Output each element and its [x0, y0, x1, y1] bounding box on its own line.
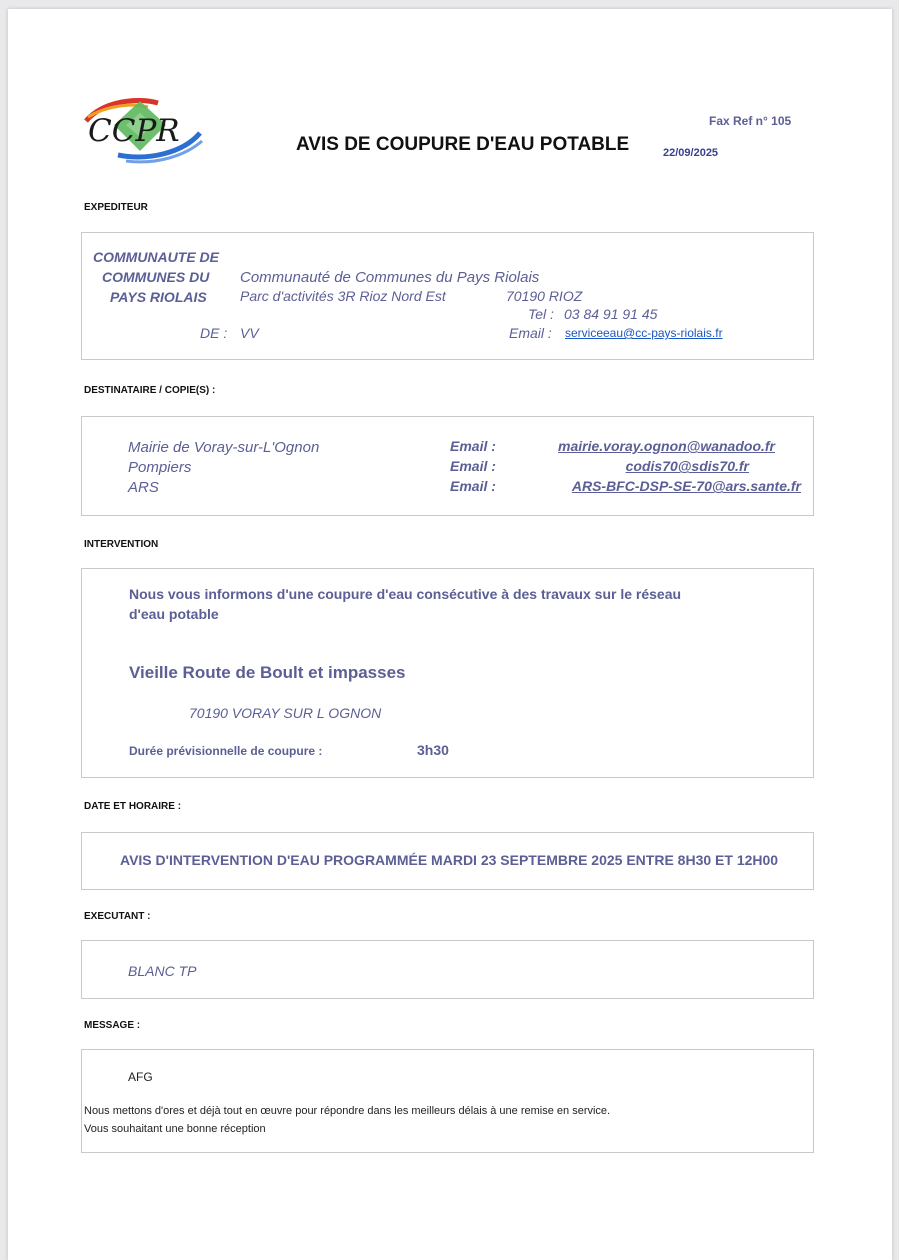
section-label-expediteur: EXPEDITEUR: [84, 202, 148, 213]
scheduled-intervention-text: AVIS D'INTERVENTION D'EAU PROGRAMMÉE MARDI 23 SEPTEMBRE 2025 ENTRE 8H30 ET 12H00: [120, 852, 779, 868]
intervention-street: Vieille Route de Boult et impasses: [129, 663, 406, 682]
recipient-email-label: Email :: [450, 478, 496, 494]
sender-tel: 03 84 91 91 45: [564, 306, 658, 322]
intervention-location: 70190 VORAY SUR L OGNON: [189, 705, 382, 721]
sender-org-line1: COMMUNAUTE DE: [93, 249, 219, 265]
recipient-name-pompiers: Pompiers: [128, 459, 192, 476]
sender-de-label: DE :: [200, 325, 228, 341]
logo-text: CCPR: [88, 113, 180, 149]
date-horaire-box: [81, 832, 814, 890]
ccpr-logo: [78, 91, 208, 171]
message-box: [81, 1049, 814, 1153]
sender-address: Parc d'activités 3R Rioz Nord Est: [240, 288, 446, 304]
destinataires-box: [81, 416, 814, 516]
intervention-message-line1: Nous vous informons d'une coupure d'eau consécutive à des travaux sur le réseau: [129, 586, 682, 602]
section-label-date-horaire: DATE ET HORAIRE :: [84, 801, 182, 812]
recipient-name-ars: ARS: [128, 479, 159, 496]
duration-label: Durée prévisionnelle de coupure :: [129, 744, 323, 758]
recipient-name-mairie: Mairie de Voray-sur-L'Ognon: [128, 439, 320, 456]
intervention-message-line2: d'eau potable: [129, 606, 219, 622]
section-label-intervention: INTERVENTION: [84, 539, 159, 550]
section-label-destinataires: DESTINATAIRE / COPIE(S) :: [84, 385, 216, 396]
fax-document-page: [8, 9, 892, 1260]
sender-tel-label: Tel :: [528, 306, 554, 322]
executant-box: [81, 940, 814, 999]
document-title: AVIS DE COUPURE D'EAU POTABLE: [296, 134, 630, 155]
section-label-executant: EXECUTANT :: [84, 911, 151, 922]
recipient-email-label: Email :: [450, 458, 496, 474]
recipient-email-pompiers[interactable]: codis70@sdis70.fr: [625, 458, 749, 474]
section-label-message: MESSAGE :: [84, 1020, 141, 1031]
expediteur-box: [81, 232, 814, 360]
message-code: AFG: [128, 1070, 153, 1084]
sender-name: Communauté de Communes du Pays Riolais: [240, 269, 540, 286]
duration-value: 3h30: [417, 742, 449, 758]
sender-de-value: VV: [240, 325, 259, 341]
message-line2: Vous souhaitant une bonne réception: [84, 1123, 266, 1135]
executant-name: BLANC TP: [128, 963, 197, 979]
recipient-email-label: Email :: [450, 438, 496, 454]
recipient-email-mairie[interactable]: mairie.voray.ognon@wanadoo.fr: [558, 438, 775, 454]
sender-org-line3: PAYS RIOLAIS: [110, 289, 207, 305]
sender-city: 70190 RIOZ: [506, 288, 583, 304]
sender-org-line2: COMMUNES DU: [102, 269, 210, 285]
sender-email-link[interactable]: serviceeau@cc-pays-riolais.fr: [565, 326, 723, 340]
recipient-email-ars[interactable]: ARS-BFC-DSP-SE-70@ars.sante.fr: [571, 478, 801, 494]
intervention-box: [81, 568, 814, 778]
message-line1: Nous mettons d'ores et déjà tout en œuvre pour répondre dans les meilleurs délais à une remise en service.: [84, 1105, 611, 1117]
sender-email-label: Email :: [509, 325, 552, 341]
fax-reference: Fax Ref n° 105: [709, 114, 792, 128]
document-date: 22/09/2025: [663, 147, 719, 159]
